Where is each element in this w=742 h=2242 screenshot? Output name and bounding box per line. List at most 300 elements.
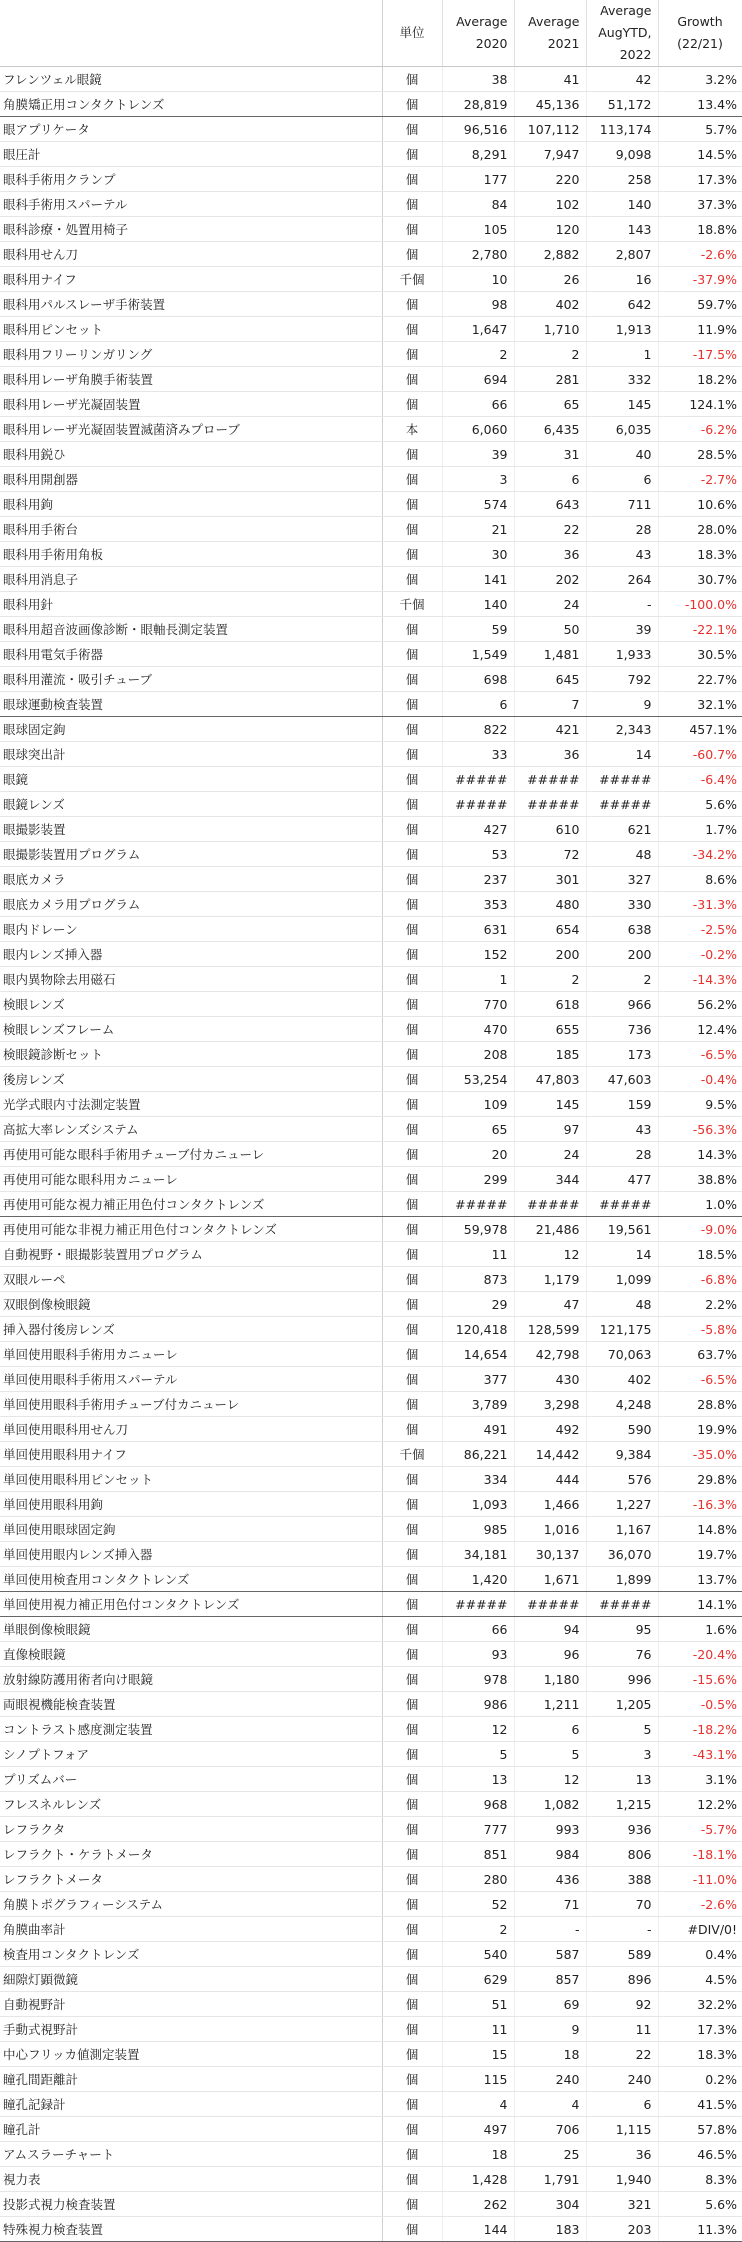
- growth-cell[interactable]: -6.5%: [658, 1367, 742, 1392]
- value-2021-cell[interactable]: 610: [514, 817, 586, 842]
- product-name-cell[interactable]: 単回使用眼科用ピンセット: [0, 1467, 382, 1492]
- value-2021-cell[interactable]: 6: [514, 1717, 586, 1742]
- value-2022-cell[interactable]: #####: [586, 767, 658, 792]
- value-2020-cell[interactable]: 59,978: [442, 1217, 514, 1242]
- growth-cell[interactable]: 17.3%: [658, 167, 742, 192]
- value-2020-cell[interactable]: 698: [442, 667, 514, 692]
- growth-cell[interactable]: 63.7%: [658, 1342, 742, 1367]
- value-2021-cell[interactable]: 22: [514, 517, 586, 542]
- product-name-cell[interactable]: 眼球固定鉤: [0, 717, 382, 742]
- product-name-cell[interactable]: 検査用コンタクトレンズ: [0, 1942, 382, 1967]
- value-2021-cell[interactable]: 145: [514, 1092, 586, 1117]
- product-name-cell[interactable]: 単回使用眼科手術用スパーテル: [0, 1367, 382, 1392]
- value-2022-cell[interactable]: -: [586, 592, 658, 617]
- product-name-cell[interactable]: 眼科手術用スパーテル: [0, 192, 382, 217]
- value-2020-cell[interactable]: #####: [442, 1592, 514, 1617]
- value-2022-cell[interactable]: 47,603: [586, 1067, 658, 1092]
- value-2021-cell[interactable]: 436: [514, 1867, 586, 1892]
- product-name-cell[interactable]: 眼科用電気手術器: [0, 642, 382, 667]
- product-name-cell[interactable]: 再使用可能な視力補正用色付コンタクトレンズ: [0, 1192, 382, 1217]
- product-name-cell[interactable]: 眼科手術用クランプ: [0, 167, 382, 192]
- value-2021-cell[interactable]: 24: [514, 1142, 586, 1167]
- value-2021-cell[interactable]: 25: [514, 2142, 586, 2167]
- unit-cell[interactable]: 個: [382, 767, 442, 792]
- unit-cell[interactable]: 個: [382, 1942, 442, 1967]
- value-2021-cell[interactable]: 69: [514, 1992, 586, 2017]
- value-2022-cell[interactable]: 1,899: [586, 1567, 658, 1592]
- unit-cell[interactable]: 個: [382, 217, 442, 242]
- value-2021-cell[interactable]: 18: [514, 2042, 586, 2067]
- value-2020-cell[interactable]: 4: [442, 2092, 514, 2117]
- growth-cell[interactable]: 5.7%: [658, 117, 742, 142]
- value-2022-cell[interactable]: 3: [586, 1742, 658, 1767]
- product-name-cell[interactable]: 眼科用針: [0, 592, 382, 617]
- value-2021-cell[interactable]: 402: [514, 292, 586, 317]
- value-2022-cell[interactable]: 806: [586, 1842, 658, 1867]
- growth-cell[interactable]: -0.2%: [658, 942, 742, 967]
- growth-cell[interactable]: 19.7%: [658, 1542, 742, 1567]
- value-2021-cell[interactable]: 6,435: [514, 417, 586, 442]
- unit-cell[interactable]: 個: [382, 1042, 442, 1067]
- growth-cell[interactable]: 3.1%: [658, 1767, 742, 1792]
- value-2020-cell[interactable]: 141: [442, 567, 514, 592]
- growth-cell[interactable]: 29.8%: [658, 1467, 742, 1492]
- unit-cell[interactable]: 個: [382, 692, 442, 717]
- value-2022-cell[interactable]: 140: [586, 192, 658, 217]
- growth-cell[interactable]: 30.7%: [658, 567, 742, 592]
- value-2020-cell[interactable]: 6: [442, 692, 514, 717]
- growth-cell[interactable]: 3.2%: [658, 67, 742, 92]
- product-name-cell[interactable]: プリズムバー: [0, 1767, 382, 1792]
- growth-cell[interactable]: -11.0%: [658, 1867, 742, 1892]
- unit-cell[interactable]: 個: [382, 442, 442, 467]
- value-2021-cell[interactable]: 643: [514, 492, 586, 517]
- product-name-cell[interactable]: 再使用可能な眼科手術用チューブ付カニューレ: [0, 1142, 382, 1167]
- value-2020-cell[interactable]: 120,418: [442, 1317, 514, 1342]
- value-2022-cell[interactable]: 48: [586, 842, 658, 867]
- growth-cell[interactable]: -31.3%: [658, 892, 742, 917]
- unit-cell[interactable]: 個: [382, 142, 442, 167]
- value-2021-cell[interactable]: 301: [514, 867, 586, 892]
- product-name-cell[interactable]: 眼科用消息子: [0, 567, 382, 592]
- value-2020-cell[interactable]: 66: [442, 1617, 514, 1642]
- value-2020-cell[interactable]: 1: [442, 967, 514, 992]
- unit-cell[interactable]: 個: [382, 1392, 442, 1417]
- growth-cell[interactable]: 5.6%: [658, 792, 742, 817]
- value-2020-cell[interactable]: 822: [442, 717, 514, 742]
- value-2022-cell[interactable]: 28: [586, 1142, 658, 1167]
- value-2021-cell[interactable]: 71: [514, 1892, 586, 1917]
- unit-cell[interactable]: 個: [382, 292, 442, 317]
- unit-cell[interactable]: 個: [382, 242, 442, 267]
- value-2020-cell[interactable]: 3,789: [442, 1392, 514, 1417]
- product-name-cell[interactable]: 細隙灯顕微鏡: [0, 1967, 382, 1992]
- unit-cell[interactable]: 個: [382, 967, 442, 992]
- product-name-cell[interactable]: 双眼ルーペ: [0, 1267, 382, 1292]
- growth-cell[interactable]: 14.3%: [658, 1142, 742, 1167]
- product-name-cell[interactable]: 眼球運動検査装置: [0, 692, 382, 717]
- growth-cell[interactable]: 9.5%: [658, 1092, 742, 1117]
- value-2020-cell[interactable]: 6,060: [442, 417, 514, 442]
- growth-cell[interactable]: -60.7%: [658, 742, 742, 767]
- value-2020-cell[interactable]: 208: [442, 1042, 514, 1067]
- value-2021-cell[interactable]: 706: [514, 2117, 586, 2142]
- value-2021-cell[interactable]: 281: [514, 367, 586, 392]
- product-name-cell[interactable]: 角膜矯正用コンタクトレンズ: [0, 92, 382, 117]
- product-name-cell[interactable]: 眼科用レーザ光凝固装置: [0, 392, 382, 417]
- value-2021-cell[interactable]: 1,016: [514, 1517, 586, 1542]
- product-name-cell[interactable]: 眼科用レーザ光凝固装置滅菌済みプローブ: [0, 417, 382, 442]
- product-name-cell[interactable]: 放射線防護用術者向け眼鏡: [0, 1667, 382, 1692]
- growth-cell[interactable]: 17.3%: [658, 2017, 742, 2042]
- value-2021-cell[interactable]: 1,466: [514, 1492, 586, 1517]
- value-2020-cell[interactable]: 299: [442, 1167, 514, 1192]
- growth-cell[interactable]: 11.3%: [658, 2217, 742, 2242]
- unit-cell[interactable]: 個: [382, 1067, 442, 1092]
- header-unit[interactable]: 単位: [382, 0, 442, 67]
- value-2020-cell[interactable]: 5: [442, 1742, 514, 1767]
- unit-cell[interactable]: 個: [382, 1317, 442, 1342]
- growth-cell[interactable]: -18.2%: [658, 1717, 742, 1742]
- growth-cell[interactable]: -56.3%: [658, 1117, 742, 1142]
- value-2020-cell[interactable]: 93: [442, 1642, 514, 1667]
- unit-cell[interactable]: 個: [382, 817, 442, 842]
- growth-cell[interactable]: 22.7%: [658, 667, 742, 692]
- value-2022-cell[interactable]: 240: [586, 2067, 658, 2092]
- growth-cell[interactable]: -0.5%: [658, 1692, 742, 1717]
- value-2020-cell[interactable]: 115: [442, 2067, 514, 2092]
- growth-cell[interactable]: 59.7%: [658, 292, 742, 317]
- value-2021-cell[interactable]: 94: [514, 1617, 586, 1642]
- value-2021-cell[interactable]: 444: [514, 1467, 586, 1492]
- unit-cell[interactable]: 個: [382, 1867, 442, 1892]
- product-name-cell[interactable]: 特殊視力検査装置: [0, 2217, 382, 2242]
- value-2022-cell[interactable]: 264: [586, 567, 658, 592]
- value-2021-cell[interactable]: #####: [514, 1192, 586, 1217]
- growth-cell[interactable]: -5.8%: [658, 1317, 742, 1342]
- value-2020-cell[interactable]: 1,420: [442, 1567, 514, 1592]
- growth-cell[interactable]: 1.0%: [658, 1192, 742, 1217]
- product-name-cell[interactable]: レフラクタ: [0, 1817, 382, 1842]
- unit-cell[interactable]: 個: [382, 917, 442, 942]
- value-2022-cell[interactable]: 388: [586, 1867, 658, 1892]
- value-2022-cell[interactable]: 6: [586, 2092, 658, 2117]
- unit-cell[interactable]: 個: [382, 1567, 442, 1592]
- value-2020-cell[interactable]: 105: [442, 217, 514, 242]
- value-2021-cell[interactable]: 31: [514, 442, 586, 467]
- value-2021-cell[interactable]: 304: [514, 2192, 586, 2217]
- value-2022-cell[interactable]: 1,940: [586, 2167, 658, 2192]
- value-2022-cell[interactable]: 76: [586, 1642, 658, 1667]
- unit-cell[interactable]: 個: [382, 467, 442, 492]
- value-2021-cell[interactable]: 97: [514, 1117, 586, 1142]
- value-2020-cell[interactable]: 21: [442, 517, 514, 542]
- value-2020-cell[interactable]: 152: [442, 942, 514, 967]
- growth-cell[interactable]: -16.3%: [658, 1492, 742, 1517]
- value-2022-cell[interactable]: #####: [586, 1192, 658, 1217]
- value-2021-cell[interactable]: 3,298: [514, 1392, 586, 1417]
- unit-cell[interactable]: 個: [382, 942, 442, 967]
- value-2021-cell[interactable]: 430: [514, 1367, 586, 1392]
- unit-cell[interactable]: 個: [382, 1967, 442, 1992]
- growth-cell[interactable]: -2.6%: [658, 242, 742, 267]
- unit-cell[interactable]: 個: [382, 792, 442, 817]
- unit-cell[interactable]: 個: [382, 1617, 442, 1642]
- value-2022-cell[interactable]: 70,063: [586, 1342, 658, 1367]
- value-2022-cell[interactable]: 36: [586, 2142, 658, 2167]
- growth-cell[interactable]: 41.5%: [658, 2092, 742, 2117]
- value-2021-cell[interactable]: 2,882: [514, 242, 586, 267]
- value-2020-cell[interactable]: 39: [442, 442, 514, 467]
- value-2021-cell[interactable]: #####: [514, 792, 586, 817]
- product-name-cell[interactable]: シノプトフォア: [0, 1742, 382, 1767]
- value-2021-cell[interactable]: 240: [514, 2067, 586, 2092]
- unit-cell[interactable]: 千個: [382, 592, 442, 617]
- value-2020-cell[interactable]: 10: [442, 267, 514, 292]
- growth-cell[interactable]: 124.1%: [658, 392, 742, 417]
- value-2021-cell[interactable]: 21,486: [514, 1217, 586, 1242]
- growth-cell[interactable]: -2.5%: [658, 917, 742, 942]
- unit-cell[interactable]: 個: [382, 617, 442, 642]
- product-name-cell[interactable]: 単回使用視力補正用色付コンタクトレンズ: [0, 1592, 382, 1617]
- value-2021-cell[interactable]: 7,947: [514, 142, 586, 167]
- product-name-cell[interactable]: 角膜トポグラフィーシステム: [0, 1892, 382, 1917]
- growth-cell[interactable]: 2.2%: [658, 1292, 742, 1317]
- value-2022-cell[interactable]: 2,343: [586, 717, 658, 742]
- value-2022-cell[interactable]: 14: [586, 742, 658, 767]
- growth-cell[interactable]: 18.8%: [658, 217, 742, 242]
- growth-cell[interactable]: 28.0%: [658, 517, 742, 542]
- value-2022-cell[interactable]: 621: [586, 817, 658, 842]
- unit-cell[interactable]: 個: [382, 1367, 442, 1392]
- product-name-cell[interactable]: 眼科用ナイフ: [0, 267, 382, 292]
- value-2022-cell[interactable]: 711: [586, 492, 658, 517]
- value-2022-cell[interactable]: 6: [586, 467, 658, 492]
- value-2021-cell[interactable]: 47: [514, 1292, 586, 1317]
- header-2021[interactable]: [514, 0, 586, 67]
- unit-cell[interactable]: 個: [382, 542, 442, 567]
- unit-cell[interactable]: 個: [382, 1142, 442, 1167]
- value-2020-cell[interactable]: 873: [442, 1267, 514, 1292]
- unit-cell[interactable]: 個: [382, 167, 442, 192]
- value-2022-cell[interactable]: 1: [586, 342, 658, 367]
- product-name-cell[interactable]: 両眼視機能検査装置: [0, 1692, 382, 1717]
- growth-cell[interactable]: 11.9%: [658, 317, 742, 342]
- product-name-cell[interactable]: 眼科用ピンセット: [0, 317, 382, 342]
- value-2022-cell[interactable]: 145: [586, 392, 658, 417]
- value-2020-cell[interactable]: 3: [442, 467, 514, 492]
- value-2020-cell[interactable]: 1,428: [442, 2167, 514, 2192]
- product-name-cell[interactable]: 眼科用レーザ角膜手術装置: [0, 367, 382, 392]
- growth-cell[interactable]: 1.7%: [658, 817, 742, 842]
- growth-cell[interactable]: -2.6%: [658, 1892, 742, 1917]
- value-2020-cell[interactable]: 353: [442, 892, 514, 917]
- value-2020-cell[interactable]: 140: [442, 592, 514, 617]
- value-2022-cell[interactable]: 42: [586, 67, 658, 92]
- product-name-cell[interactable]: 眼底カメラ用プログラム: [0, 892, 382, 917]
- product-name-cell[interactable]: 眼科用フリーリンガリング: [0, 342, 382, 367]
- product-name-cell[interactable]: 眼圧計: [0, 142, 382, 167]
- value-2021-cell[interactable]: 645: [514, 667, 586, 692]
- value-2022-cell[interactable]: 321: [586, 2192, 658, 2217]
- value-2022-cell[interactable]: 589: [586, 1942, 658, 1967]
- value-2022-cell[interactable]: 590: [586, 1417, 658, 1442]
- unit-cell[interactable]: 個: [382, 342, 442, 367]
- value-2020-cell[interactable]: 8,291: [442, 142, 514, 167]
- unit-cell[interactable]: 個: [382, 1742, 442, 1767]
- product-name-cell[interactable]: 眼内異物除去用磁石: [0, 967, 382, 992]
- value-2022-cell[interactable]: 1,913: [586, 317, 658, 342]
- product-name-cell[interactable]: 眼内レンズ挿入器: [0, 942, 382, 967]
- growth-cell[interactable]: 0.2%: [658, 2067, 742, 2092]
- growth-cell[interactable]: 18.2%: [658, 367, 742, 392]
- product-name-cell[interactable]: 眼科用超音波画像診断・眼軸長測定装置: [0, 617, 382, 642]
- value-2020-cell[interactable]: 694: [442, 367, 514, 392]
- value-2021-cell[interactable]: 857: [514, 1967, 586, 1992]
- growth-cell[interactable]: -17.5%: [658, 342, 742, 367]
- unit-cell[interactable]: 個: [382, 1242, 442, 1267]
- value-2020-cell[interactable]: 52: [442, 1892, 514, 1917]
- value-2022-cell[interactable]: 121,175: [586, 1317, 658, 1342]
- value-2022-cell[interactable]: 936: [586, 1817, 658, 1842]
- product-name-cell[interactable]: 眼鏡: [0, 767, 382, 792]
- value-2021-cell[interactable]: 128,599: [514, 1317, 586, 1342]
- value-2020-cell[interactable]: 29: [442, 1292, 514, 1317]
- value-2020-cell[interactable]: 629: [442, 1967, 514, 1992]
- product-name-cell[interactable]: 単眼倒像検眼鏡: [0, 1617, 382, 1642]
- product-name-cell[interactable]: 角膜曲率計: [0, 1917, 382, 1942]
- value-2020-cell[interactable]: 280: [442, 1867, 514, 1892]
- value-2020-cell[interactable]: 98: [442, 292, 514, 317]
- value-2020-cell[interactable]: 53,254: [442, 1067, 514, 1092]
- unit-cell[interactable]: 個: [382, 192, 442, 217]
- product-name-cell[interactable]: 眼アプリケータ: [0, 117, 382, 142]
- unit-cell[interactable]: 個: [382, 2067, 442, 2092]
- value-2022-cell[interactable]: 173: [586, 1042, 658, 1067]
- growth-cell[interactable]: -0.4%: [658, 1067, 742, 1092]
- growth-cell[interactable]: 32.2%: [658, 1992, 742, 2017]
- value-2021-cell[interactable]: 993: [514, 1817, 586, 1842]
- growth-cell[interactable]: -14.3%: [658, 967, 742, 992]
- product-name-cell[interactable]: 眼科用開創器: [0, 467, 382, 492]
- product-name-cell[interactable]: 検眼レンズ: [0, 992, 382, 1017]
- growth-cell[interactable]: -6.2%: [658, 417, 742, 442]
- unit-cell[interactable]: 個: [382, 1592, 442, 1617]
- product-name-cell[interactable]: 単回使用眼内レンズ挿入器: [0, 1542, 382, 1567]
- value-2020-cell[interactable]: #####: [442, 1192, 514, 1217]
- growth-cell[interactable]: 18.3%: [658, 542, 742, 567]
- value-2020-cell[interactable]: 84: [442, 192, 514, 217]
- product-name-cell[interactable]: 眼撮影装置用プログラム: [0, 842, 382, 867]
- value-2020-cell[interactable]: 96,516: [442, 117, 514, 142]
- growth-cell[interactable]: -6.4%: [658, 767, 742, 792]
- unit-cell[interactable]: 個: [382, 67, 442, 92]
- value-2022-cell[interactable]: 36,070: [586, 1542, 658, 1567]
- growth-cell[interactable]: -35.0%: [658, 1442, 742, 1467]
- product-name-cell[interactable]: フレンツェル眼鏡: [0, 67, 382, 92]
- header-name[interactable]: [0, 0, 382, 67]
- growth-cell[interactable]: 28.8%: [658, 1392, 742, 1417]
- value-2020-cell[interactable]: 86,221: [442, 1442, 514, 1467]
- value-2021-cell[interactable]: 120: [514, 217, 586, 242]
- value-2021-cell[interactable]: 6: [514, 467, 586, 492]
- value-2022-cell[interactable]: 48: [586, 1292, 658, 1317]
- value-2022-cell[interactable]: 19,561: [586, 1217, 658, 1242]
- value-2021-cell[interactable]: 4: [514, 2092, 586, 2117]
- value-2021-cell[interactable]: 7: [514, 692, 586, 717]
- value-2022-cell[interactable]: 13: [586, 1767, 658, 1792]
- value-2021-cell[interactable]: 30,137: [514, 1542, 586, 1567]
- growth-cell[interactable]: -22.1%: [658, 617, 742, 642]
- value-2022-cell[interactable]: 402: [586, 1367, 658, 1392]
- growth-cell[interactable]: 1.6%: [658, 1617, 742, 1642]
- value-2022-cell[interactable]: 14: [586, 1242, 658, 1267]
- value-2022-cell[interactable]: 1,099: [586, 1267, 658, 1292]
- value-2020-cell[interactable]: 20: [442, 1142, 514, 1167]
- product-name-cell[interactable]: 瞳孔間距離計: [0, 2067, 382, 2092]
- header-2020[interactable]: [442, 0, 514, 67]
- product-name-cell[interactable]: 検眼鏡診断セット: [0, 1042, 382, 1067]
- value-2020-cell[interactable]: 427: [442, 817, 514, 842]
- growth-cell[interactable]: 4.5%: [658, 1967, 742, 1992]
- growth-cell[interactable]: -2.7%: [658, 467, 742, 492]
- value-2022-cell[interactable]: 113,174: [586, 117, 658, 142]
- product-name-cell[interactable]: 単回使用眼球固定鉤: [0, 1517, 382, 1542]
- growth-cell[interactable]: -20.4%: [658, 1642, 742, 1667]
- value-2022-cell[interactable]: 1,167: [586, 1517, 658, 1542]
- growth-cell[interactable]: 38.8%: [658, 1167, 742, 1192]
- product-name-cell[interactable]: 挿入器付後房レンズ: [0, 1317, 382, 1342]
- unit-cell[interactable]: 個: [382, 892, 442, 917]
- unit-cell[interactable]: 個: [382, 1417, 442, 1442]
- value-2022-cell[interactable]: 16: [586, 267, 658, 292]
- value-2022-cell[interactable]: 70: [586, 1892, 658, 1917]
- unit-cell[interactable]: 個: [382, 1292, 442, 1317]
- unit-cell[interactable]: 個: [382, 1517, 442, 1542]
- value-2021-cell[interactable]: 185: [514, 1042, 586, 1067]
- value-2021-cell[interactable]: 72: [514, 842, 586, 867]
- unit-cell[interactable]: 個: [382, 1717, 442, 1742]
- unit-cell[interactable]: 個: [382, 117, 442, 142]
- growth-cell[interactable]: 18.5%: [658, 1242, 742, 1267]
- value-2021-cell[interactable]: 36: [514, 542, 586, 567]
- value-2021-cell[interactable]: 45,136: [514, 92, 586, 117]
- value-2021-cell[interactable]: 654: [514, 917, 586, 942]
- value-2021-cell[interactable]: 480: [514, 892, 586, 917]
- value-2020-cell[interactable]: 18: [442, 2142, 514, 2167]
- product-name-cell[interactable]: 投影式視力検査装置: [0, 2192, 382, 2217]
- unit-cell[interactable]: 個: [382, 1842, 442, 1867]
- value-2021-cell[interactable]: 1,481: [514, 642, 586, 667]
- growth-cell[interactable]: 457.1%: [658, 717, 742, 742]
- product-name-cell[interactable]: 視力表: [0, 2167, 382, 2192]
- unit-cell[interactable]: 個: [382, 867, 442, 892]
- value-2020-cell[interactable]: 30: [442, 542, 514, 567]
- value-2020-cell[interactable]: 28,819: [442, 92, 514, 117]
- value-2022-cell[interactable]: 896: [586, 1967, 658, 1992]
- unit-cell[interactable]: 個: [382, 2217, 442, 2242]
- growth-cell[interactable]: 30.5%: [658, 642, 742, 667]
- value-2021-cell[interactable]: 655: [514, 1017, 586, 1042]
- product-name-cell[interactable]: 眼科用鉤: [0, 492, 382, 517]
- value-2020-cell[interactable]: 14,654: [442, 1342, 514, 1367]
- unit-cell[interactable]: 個: [382, 1542, 442, 1567]
- value-2021-cell[interactable]: 1,671: [514, 1567, 586, 1592]
- value-2021-cell[interactable]: 492: [514, 1417, 586, 1442]
- value-2021-cell[interactable]: 202: [514, 567, 586, 592]
- unit-cell[interactable]: 個: [382, 2142, 442, 2167]
- value-2021-cell[interactable]: 200: [514, 942, 586, 967]
